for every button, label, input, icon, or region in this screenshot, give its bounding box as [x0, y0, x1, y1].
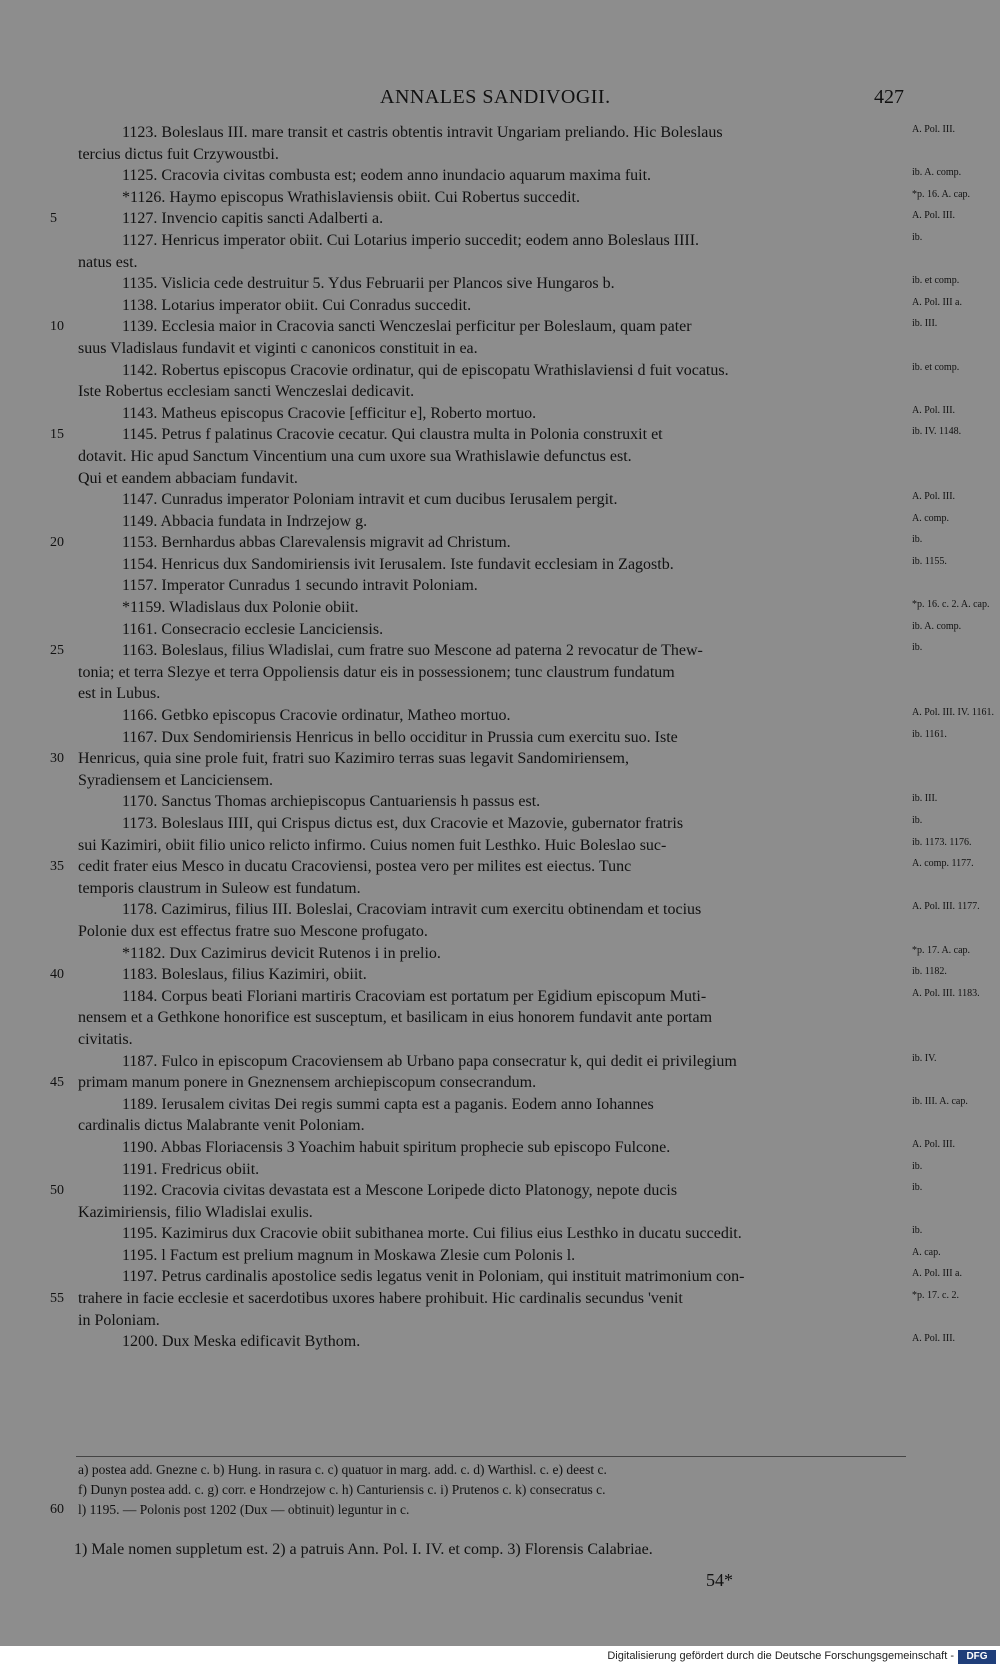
margin-note: ib. 1182. [912, 966, 947, 978]
line-text: *1126. Haymo episcopus Wrathislaviensis obiit. Cui Robertus succedit. [122, 188, 580, 206]
credit-bar [0, 1646, 1000, 1669]
text-line [0, 1180, 1000, 1202]
line-number: 10 [50, 319, 64, 335]
text-line [0, 230, 1000, 252]
apparatus-line [0, 1500, 1000, 1520]
line-text: 1138. Lotarius imperator obiit. Cui Conradus succedit. [122, 296, 472, 314]
line-number: 30 [50, 751, 64, 767]
line-text: Polonie dux est effectus fratre suo Mescone profugato. [78, 922, 428, 940]
line-text: tonia; et terra Slezye et terra Oppoliensis datur eis in possessionem; tunc claustrum fundatum [78, 663, 675, 681]
margin-note: *p. 17. c. 2. [912, 1290, 959, 1302]
main-text [0, 122, 1000, 1353]
margin-note: ib. III. [912, 793, 938, 805]
line-text: 1184. Corpus beati Floriani martiris Cracoviam est portatum per Egidium episcopum Muti- [122, 987, 707, 1005]
dfg-logo: DFG [958, 1650, 996, 1664]
text-line [0, 1007, 1000, 1029]
line-text: 1123. Boleslaus III. mare transit et castris obtentis intravit Ungariam preliando. Hic Boleslaus [122, 124, 723, 141]
line-text: civitatis. [78, 1030, 133, 1048]
text-line [0, 986, 1000, 1008]
critical-apparatus [0, 1460, 1000, 1520]
line-text: 1147. Cunradus imperator Poloniam intravit et cum ducibus Ierusalem pergit. [122, 491, 618, 509]
text-line [0, 1245, 1000, 1267]
notes-divider [76, 1456, 906, 1457]
line-text: *1159. Wladislaus dux Polonie obiit. [122, 599, 359, 617]
line-text: 1143. Matheus episcopus Cracovie [efficitur e], Roberto mortuo. [122, 404, 537, 422]
text-line [0, 208, 1000, 230]
line-text: Henricus, quia sine prole fuit, fratri suo Kazimiro terras suas legavit Sandomiriensem, [78, 750, 629, 768]
margin-note: A. Pol. III a. [912, 296, 962, 308]
text-line [0, 1331, 1000, 1353]
text-line [0, 1051, 1000, 1073]
margin-note: ib. [912, 642, 923, 654]
line-number: 20 [50, 535, 64, 551]
line-text: nensem et a Gethkone honorifice est susceptum, et basilicam in eius honorem fundavit ante portam [78, 1009, 713, 1027]
margin-note: A. Pol. III. [912, 491, 956, 503]
line-text: 1166. Getbko episcopus Cracovie ordinatur, Matheo mortuo. [122, 707, 511, 725]
text-line [0, 1288, 1000, 1310]
text-line [0, 1310, 1000, 1332]
margin-note: A. comp. 1177. [912, 858, 974, 870]
line-text: 1197. Petrus cardinalis apostolice sedis legatus venit in Poloniam, qui instituit matrimonium con- [122, 1268, 745, 1286]
line-text: trahere in facie ecclesie et sacerdotibus uxores habere prohibuit. Hic cardinalis secundus 'venit [78, 1290, 683, 1308]
line-text: 1139. Ecclesia maior in Cracovia sancti Wenczeslai perficitur per Boleslaum, quam pater [122, 318, 692, 336]
text-line [0, 489, 1000, 511]
apparatus-line [0, 1480, 1000, 1500]
text-line [0, 381, 1000, 403]
margin-note: ib. [912, 231, 923, 243]
line-text: 1154. Henricus dux Sandomiriensis ivit Ierusalem. Iste fundavit ecclesiam in Zagostb. [122, 555, 674, 573]
text-line [0, 532, 1000, 554]
line-text: 1127. Invencio capitis sancti Adalberti a. [122, 210, 384, 228]
line-text: Qui et eandem abbaciam fundavit. [78, 469, 298, 487]
margin-note: A. Pol. III. [912, 210, 956, 222]
line-text: 1191. Fredricus obiit. [122, 1160, 260, 1178]
line-number: 15 [50, 427, 64, 443]
line-number: 25 [50, 643, 64, 659]
margin-note: A. comp. [912, 512, 949, 524]
margin-note: ib. III. A. cap. [912, 1095, 968, 1107]
line-text: cedit frater eius Mesco in ducatu Cracoviensi, postea vero per milites est eiectus. Tunc [78, 858, 632, 876]
text-line [0, 424, 1000, 446]
margin-note: ib. [912, 534, 923, 546]
line-text: in Poloniam. [78, 1311, 160, 1329]
text-line [0, 791, 1000, 813]
margin-note: ib. [912, 1225, 923, 1237]
text-line [0, 813, 1000, 835]
text-line [0, 575, 1000, 597]
line-text: Syradiensem et Lanciciensem. [78, 771, 274, 789]
text-line [0, 273, 1000, 295]
text-line [0, 165, 1000, 187]
credit-text: Digitalisierung gefördert durch die Deutsche Forschungsgemeinschaft - [607, 1650, 954, 1662]
text-line [0, 360, 1000, 382]
text-line [0, 187, 1000, 209]
line-text: 1189. Ierusalem civitas Dei regis summi capta est a paganis. Eodem anno Iohannes [122, 1095, 654, 1113]
margin-note: A. Pol. III. IV. 1161. [912, 707, 994, 719]
text-line [0, 554, 1000, 576]
line-number: 45 [50, 1075, 64, 1091]
apparatus-text: f) Dunyn postea add. c. g) corr. e Hondrzejow c. h) Canturiensis c. i) Prutenos c. k) consecratus c. [78, 1482, 606, 1497]
margin-note: *p. 16. c. 2. A. cap. [912, 599, 990, 611]
text-line [0, 705, 1000, 727]
text-line [0, 727, 1000, 749]
line-number: 5 [50, 211, 57, 227]
margin-note: ib. et comp. [912, 275, 960, 287]
margin-note: A. Pol. III. [912, 404, 956, 416]
margin-note: *p. 16. A. cap. [912, 188, 971, 200]
line-text: suus Vladislaus fundavit et viginti c canonicos constituit in ea. [78, 339, 478, 357]
text-line [0, 295, 1000, 317]
text-line [0, 1223, 1000, 1245]
page-title: ANNALES SANDIVOGII. [380, 86, 611, 108]
text-line [0, 899, 1000, 921]
line-text: 1163. Boleslaus, filius Wladislai, cum fratre suo Mescone ad paterna 2 revocatur de Thew- [122, 642, 703, 660]
line-text: 1149. Abbacia fundata in Indrzejow g. [122, 512, 368, 530]
line-text: sui Kazimiri, obiit filio unico relicto infirmo. Cuius nomen fuit Lesthko. Huic Boleslao suc- [78, 836, 667, 854]
line-text: Iste Robertus ecclesiam sancti Wenczeslai dedicavit. [78, 383, 415, 401]
margin-note: A. Pol. III. [912, 124, 956, 135]
line-number: 60 [50, 1502, 64, 1517]
line-text: 1178. Cazimirus, filius III. Boleslai, Cracoviam intravit cum exercitu obtinendam et tocius [122, 901, 702, 919]
text-line [0, 1072, 1000, 1094]
line-text: 1173. Boleslaus IIII, qui Crispus dictus est, dux Cracovie et Mazovie, gubernator fratris [122, 815, 684, 832]
text-line [0, 338, 1000, 360]
margin-note: A. Pol. III. 1183. [912, 987, 980, 999]
apparatus-text: a) postea add. Gnezne c. b) Hung. in rasura c. c) quatuor in marg. add. c. d) Warthisl. c. e) deest c. [78, 1462, 607, 1477]
text-line [0, 597, 1000, 619]
line-text: 1161. Consecracio ecclesie Lanciciensis. [122, 620, 384, 638]
margin-note: A. Pol. III. 1177. [912, 901, 980, 913]
margin-note: ib. [912, 1160, 923, 1172]
margin-note: A. Pol. III. [912, 1333, 956, 1345]
margin-note: ib. 1155. [912, 555, 947, 567]
text-line [0, 316, 1000, 338]
text-line [0, 122, 1000, 144]
line-text: 1200. Dux Meska edificavit Bythom. [122, 1333, 361, 1351]
line-text: 1192. Cracovia civitas devastata est a Mescone Loripede dicto Platonogy, nepote ducis [122, 1182, 678, 1200]
text-line [0, 252, 1000, 274]
line-text: temporis claustrum in Suleow est fundatum. [78, 879, 361, 897]
line-text: 1195. Kazimirus dux Cracovie obiit subithanea morte. Cui filius eius Lesthko in ducatu succedit. [122, 1225, 742, 1243]
text-line [0, 856, 1000, 878]
line-text: 1125. Cracovia civitas combusta est; eodem anno inundacio aquarum maxima fuit. [122, 167, 652, 185]
margin-note: ib. A. comp. [912, 167, 962, 179]
line-text: 1127. Henricus imperator obiit. Cui Lotarius imperio succedit; eodem anno Boleslaus IIII. [122, 231, 700, 249]
text-line [0, 921, 1000, 943]
text-line [0, 943, 1000, 965]
line-text: 1170. Sanctus Thomas archiepiscopus Cantuariensis h passus est. [122, 793, 541, 811]
text-line [0, 683, 1000, 705]
line-number: 40 [50, 967, 64, 983]
margin-note: ib. III. [912, 318, 938, 330]
line-text: 1195. l Factum est prelium magnum in Moskawa Zlesie cum Polonis l. [122, 1246, 576, 1264]
line-text: *1182. Dux Cazimirus devicit Rutenos i in prelio. [122, 944, 441, 962]
text-line [0, 1029, 1000, 1051]
line-text: 1145. Petrus f palatinus Cracovie cecatur. Qui claustra multa in Polonia construxit et [122, 426, 663, 444]
line-text: 1167. Dux Sendomiriensis Henricus in bello occiditur in Prussia cum exercitu suo. Iste [122, 728, 678, 746]
line-text: 1183. Boleslaus, filius Kazimiri, obiit. [122, 966, 367, 984]
apparatus-text: l) 1195. — Polonis post 1202 (Dux — obtinuit) leguntur in c. [78, 1502, 410, 1517]
margin-note: ib. [912, 1182, 923, 1194]
margin-note: *p. 17. A. cap. [912, 944, 971, 956]
line-text: 1135. Vislicia cede destruitur 5. Ydus Februarii per Plancos sive Hungaros b. [122, 275, 615, 293]
margin-note: ib. 1161. [912, 728, 947, 740]
text-line [0, 1115, 1000, 1137]
text-line [0, 1094, 1000, 1116]
margin-note: ib. IV. 1148. [912, 426, 962, 438]
line-text: 1190. Abbas Floriacensis 3 Yoachim habuit spiritum prophecie sub episcopo Fulcone. [122, 1138, 671, 1156]
margin-note: A. cap. [912, 1246, 941, 1258]
margin-note: ib. [912, 815, 923, 826]
line-text: 1187. Fulco in episcopum Cracoviensem ab Urbano papa consecratur k, qui dedit ei privilegium [122, 1052, 737, 1070]
line-text: primam manum ponere in Gneznensem archiepiscopum consecrandum. [78, 1074, 537, 1092]
text-line [0, 1137, 1000, 1159]
text-line [0, 511, 1000, 533]
line-number: 50 [50, 1183, 64, 1199]
line-text: Kazimiriensis, filio Wladislai exulis. [78, 1203, 313, 1221]
margin-note: ib. IV. [912, 1052, 937, 1064]
text-line [0, 878, 1000, 900]
text-line [0, 835, 1000, 857]
apparatus-line [0, 1460, 1000, 1480]
text-line [0, 403, 1000, 425]
line-text: 1142. Robertus episcopus Cracovie ordinatur, qui de episcopatu Wrathislaviensi d fuit vocatus. [122, 361, 729, 379]
margin-note: ib. 1173. 1176. [912, 836, 972, 848]
line-number: 35 [50, 859, 64, 875]
margin-note: A. Pol. III. [912, 1138, 956, 1150]
footnotes: 1) Male nomen suppletum est. 2) a patruis Ann. Pol. I. IV. et comp. 3) Florensis Calabriae. [74, 1541, 653, 1558]
margin-note: ib. et comp. [912, 361, 960, 373]
line-text: natus est. [78, 253, 138, 271]
line-number: 55 [50, 1291, 64, 1307]
text-line [0, 1159, 1000, 1181]
text-line [0, 640, 1000, 662]
line-text: 1157. Imperator Cunradus 1 secundo intravit Poloniam. [122, 577, 478, 595]
text-line [0, 964, 1000, 986]
margin-note: ib. A. comp. [912, 620, 962, 632]
line-text: cardinalis dictus Malabrante venit Poloniam. [78, 1117, 365, 1135]
text-line [0, 1266, 1000, 1288]
text-line [0, 1202, 1000, 1224]
text-line [0, 770, 1000, 792]
text-line [0, 468, 1000, 490]
text-line [0, 619, 1000, 641]
signature-mark: 54* [706, 1570, 733, 1590]
line-text: est in Lubus. [78, 685, 161, 703]
text-line [0, 446, 1000, 468]
text-line [0, 748, 1000, 770]
text-line [0, 144, 1000, 166]
page-number: 427 [874, 86, 904, 108]
line-text: tercius dictus fuit Crzywoustbi. [78, 145, 279, 163]
line-text: 1153. Bernhardus abbas Clarevalensis migravit ad Christum. [122, 534, 511, 552]
line-text: dotavit. Hic apud Sanctum Vincentium una cum uxore sua Wrathislawie defunctus est. [78, 447, 632, 465]
text-line [0, 662, 1000, 684]
margin-note: A. Pol. III a. [912, 1268, 962, 1280]
